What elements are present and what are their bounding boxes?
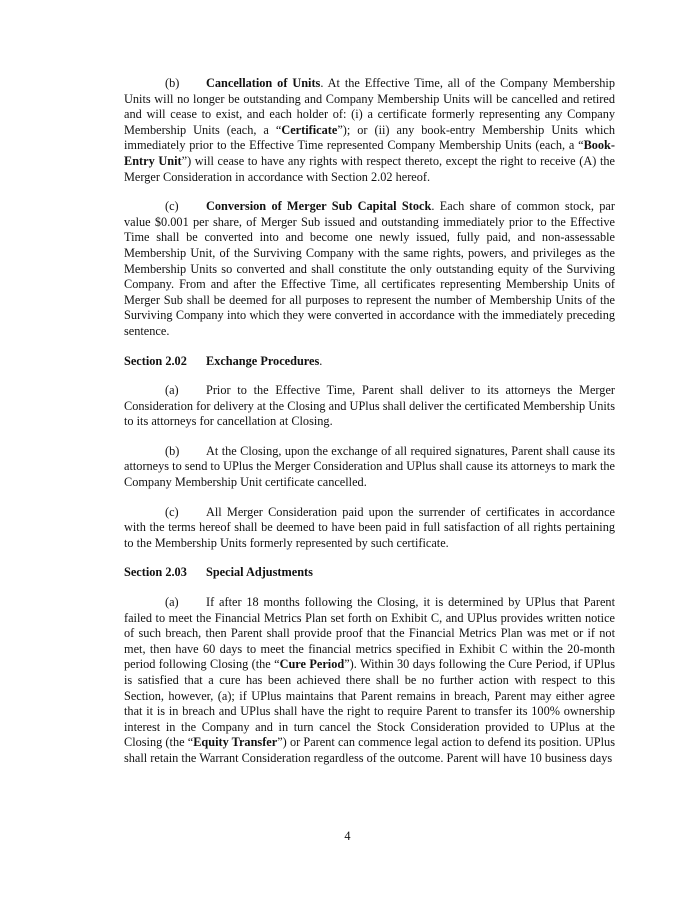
paragraph-text: ”) or Parent can commence legal action to defend its position. UPlus shall retain the Warrant Consideration regardless of the outcome. Parent will have 10 business days	[124, 735, 615, 765]
section-number: Section 2.03	[124, 565, 187, 580]
section-heading-2-03	[124, 565, 615, 581]
enum-label: (a)	[165, 383, 179, 398]
page-number: 4	[344, 829, 351, 843]
paragraph-2-02-c	[124, 505, 615, 552]
paragraph-text: ”) will cease to have any rights with respect thereto, except the right to receive (A) the Merger Consideration in accordance with Section 2.02 hereof.	[124, 153, 615, 184]
paragraph-text: All Merger Consideration paid upon the surrender of certificates in accordance with the terms hereof shall be deemed to have been paid in full satisfaction of all rights pertaining to the Membership Units formerly represented by such certificate.	[124, 504, 615, 550]
defined-term-book-entry-unit: Book-Entry Unit	[124, 138, 615, 168]
defined-term-cure-period: Cure Period	[279, 657, 345, 672]
enum-label: (b)	[165, 443, 180, 458]
section-title: Exchange Procedures	[206, 353, 320, 368]
defined-term-equity-transfer: Equity Transfer	[193, 735, 278, 750]
section-number: Section 2.02	[124, 353, 187, 368]
paragraph-text: ”); or (ii) any book-entry Membership Units which immediately prior to the Effective Time represented Company Membership Units (each, a “	[124, 122, 615, 153]
paragraph-2-02-a	[124, 383, 615, 430]
paragraph-cancellation-of-units	[124, 76, 615, 185]
section-title: Special Adjustments	[206, 565, 313, 580]
section-heading-2-02	[124, 354, 615, 370]
paragraph-text: . At the Effective Time, all of the Company Membership Units will no longer be outstanding and Company Membership Units will be cancelled and retired and will cease to exist, and each holder of: (i) a certificate formerly representing any Company Membership Units (each, a “	[124, 76, 615, 137]
paragraph-text: If after 18 months following the Closing, it is determined by UPlus that Parent failed to meet the Financial Metrics Plan set forth on Exhibit C, and UPlus provides written notice of such breach, then Parent shall provide proof that the Financial Metrics Plan was met or if not met, then have 60 days to meet the financial metrics specified in Exhibit C within the 20-month period following Closing (the “	[124, 595, 615, 672]
paragraph-text: At the Closing, upon the exchange of all required signatures, Parent shall cause its attorneys to send to UPlus the Merger Consideration and UPlus shall cause its attorneys to mark the Company Membership Unit certificate cancelled.	[124, 443, 615, 490]
heading-period: .	[319, 353, 323, 368]
paragraph-text: ”). Within 30 days following the Cure Period, if UPlus is satisfied that a cure has been achieved there shall be no further action with respect to this Section, however, (a); if UPlus maintains that Parent remains in breach, Parent may either agree that it is in breach and UPlus shall have the right to require Parent to transfer its 100% ownership interest in the Company and in turn cancel the Stock Consideration provided to UPlus at the Closing (the “	[124, 657, 615, 750]
paragraph-title: Conversion of Merger Sub Capital Stock	[206, 199, 432, 214]
paragraph-2-02-b	[124, 444, 615, 491]
enum-label: (a)	[165, 595, 179, 610]
paragraph-2-03-a	[124, 595, 615, 767]
paragraph-title: Cancellation of Units	[206, 76, 321, 90]
enum-label: (b)	[165, 76, 180, 90]
enum-label: (c)	[165, 504, 179, 519]
paragraph-text: . Each share of common stock, par value $0.001 per share, of Merger Sub issued and outstanding immediately prior to the Effective Time shall be converted into and become one newly issued, fully paid, and non-assessable Membership Unit, of the Surviving Company with the same rights, powers, and privileges as the Membership Units so converted and shall constitute the only outstanding equity of the Surviving Company. From and after the Effective Time, all certificates representing Membership Units of Merger Sub shall be deemed for all purposes to represent the number of Membership Units of the Surviving Company into which they were converted in accordance with the immediately preceding sentence.	[124, 199, 615, 338]
paragraph-conversion-of-merger-sub	[124, 199, 615, 339]
paragraph-text: Prior to the Effective Time, Parent shall deliver to its attorneys the Merger Consideration for delivery at the Closing and UPlus shall deliver the certificated Membership Units to its attorneys for cancellation at Closing.	[124, 383, 615, 429]
enum-label: (c)	[165, 199, 179, 214]
defined-term-certificate: Certificate	[281, 122, 338, 137]
